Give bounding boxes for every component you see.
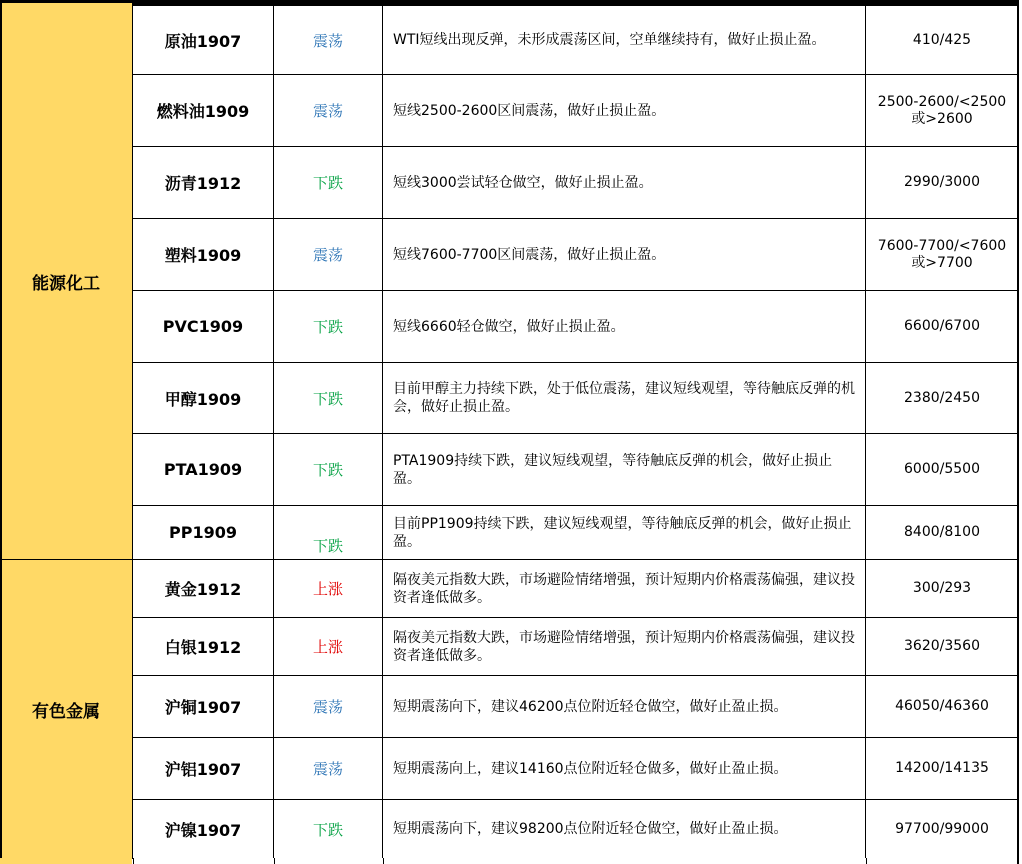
- price-cell: [866, 3, 1019, 75]
- trend-cell: [274, 363, 383, 434]
- trend-cell: [274, 800, 383, 859]
- trend-label: 下跌: [312, 461, 343, 479]
- advice-text: 目前甲醇主力持续下跌，处于低位震荡，建议短线观望，等待触底反弹的机会，做好止损止盈。: [393, 381, 855, 415]
- advice-text: WTI短线出现反弹，未形成震荡区间，空单继续持有，做好止损止盈。: [393, 32, 826, 48]
- advice-text: 短线6660轻仓做空，做好止损止盈。: [393, 318, 625, 335]
- contract-name: PP1909: [169, 523, 237, 542]
- price-levels: 6000/5500: [904, 461, 980, 477]
- contract-name-cell: [133, 560, 274, 618]
- trend-label: 震荡: [312, 246, 343, 264]
- advice-cell: [383, 3, 866, 75]
- price-cell: [866, 291, 1019, 363]
- price-levels: 2990/3000: [904, 174, 980, 190]
- contract-name: 原油1907: [164, 31, 242, 51]
- advice-text: 短线7600-7700区间震荡，做好止损止盈。: [393, 246, 666, 263]
- price-cell: [866, 800, 1019, 859]
- advice-cell: [383, 618, 866, 676]
- contract-name-cell: [133, 506, 274, 560]
- next-section-cell: [0, 858, 132, 864]
- contract-name-cell: [133, 434, 274, 506]
- contract-name-cell: [133, 800, 274, 859]
- trend-label: 震荡: [312, 760, 343, 778]
- trend-label: 震荡: [312, 698, 343, 716]
- contract-name-cell: [133, 738, 274, 800]
- price-levels: 7600-7700/<7600或>7700: [877, 237, 1007, 271]
- price-cell: [866, 363, 1019, 434]
- trend-cell: [274, 75, 383, 147]
- grid-line: [133, 858, 134, 864]
- table-border-right: [1017, 0, 1019, 864]
- price-cell: [866, 506, 1019, 560]
- advice-text: 短期震荡向上，建议14160点位附近轻仓做多，做好止盈止损。: [393, 760, 788, 777]
- price-levels: 2500-2600/<2500或>2600: [877, 93, 1007, 127]
- trend-label: 上涨: [312, 580, 343, 598]
- advice-cell: [383, 800, 866, 859]
- contract-name: 沪镍1907: [164, 820, 242, 840]
- contract-name: 沪铜1907: [164, 698, 242, 717]
- contract-name: 塑料1909: [164, 246, 242, 265]
- trend-cell: [274, 738, 383, 800]
- table-border-top: [0, 0, 1019, 3]
- price-cell: [866, 560, 1019, 618]
- price-cell: [866, 738, 1019, 800]
- trend-label: 下跌: [312, 174, 343, 192]
- price-levels: 3620/3560: [904, 638, 980, 654]
- contract-name-cell: [133, 618, 274, 676]
- trend-cell: [274, 3, 383, 75]
- advice-text: 短线2500-2600区间震荡，做好止损止盈。: [393, 102, 666, 119]
- contract-name: 沪铝1907: [164, 760, 242, 779]
- advice-text: 短期震荡向下，建议46200点位附近轻仓做空，做好止盈止损。: [393, 698, 788, 715]
- contract-name: 黄金1912: [164, 580, 242, 599]
- contract-name-cell: [133, 147, 274, 219]
- trend-label: 下跌: [312, 318, 343, 336]
- price-levels: 2380/2450: [904, 389, 980, 406]
- advice-text: PTA1909持续下跌，建议短线观望，等待触底反弹的机会，做好止损止盈。: [393, 452, 833, 487]
- trend-cell: [274, 147, 383, 219]
- price-cell: [866, 676, 1019, 738]
- advice-cell: [383, 291, 866, 363]
- trend-cell: [274, 219, 383, 291]
- advice-text: 隔夜美元指数大跌，市场避险情绪增强，预计短期内价格震荡偏强，建议投资者逢低做多。: [393, 629, 855, 664]
- grid-line: [383, 858, 384, 864]
- advice-cell: [383, 676, 866, 738]
- contract-name-cell: [133, 676, 274, 738]
- advice-cell: [383, 738, 866, 800]
- price-levels: 410/425: [912, 31, 972, 48]
- trend-cell: [274, 560, 383, 618]
- contract-name: PVC1909: [162, 317, 244, 336]
- contract-name: 沥青1912: [164, 174, 242, 193]
- advice-text: 目前PP1909持续下跌，建议短线观望，等待触底反弹的机会，做好止损止盈。: [393, 515, 852, 550]
- contract-name: 甲醇1909: [164, 389, 242, 409]
- trend-label: 上涨: [312, 638, 343, 656]
- advice-cell: [383, 363, 866, 434]
- trend-cell: [274, 676, 383, 738]
- price-levels: 8400/8100: [904, 524, 980, 540]
- price-cell: [866, 434, 1019, 506]
- price-cell: [866, 219, 1019, 291]
- price-levels: 6600/6700: [904, 318, 980, 334]
- advice-cell: [383, 434, 866, 506]
- contract-name-cell: [133, 75, 274, 147]
- advice-cell: [383, 75, 866, 147]
- grid-line: [274, 858, 275, 864]
- trend-label: 下跌: [312, 389, 343, 408]
- contract-name-cell: [133, 3, 274, 75]
- price-levels: 14200/14135: [895, 760, 989, 776]
- contract-name: 白银1912: [164, 638, 242, 657]
- trend-label: 下跌: [312, 537, 343, 555]
- table-border-left: [0, 0, 2, 864]
- trend-label: 震荡: [312, 31, 343, 50]
- price-cell: [866, 618, 1019, 676]
- section-nonferrous-metals: [0, 560, 133, 859]
- grid-line: [866, 858, 867, 864]
- price-cell: [866, 147, 1019, 219]
- trend-cell: [274, 506, 383, 560]
- next-row-cell: [133, 858, 1017, 864]
- advice-cell: [383, 147, 866, 219]
- contract-name: PTA1909: [163, 460, 243, 479]
- price-levels: 46050/46360: [895, 698, 989, 714]
- section-label: 能源化工: [32, 273, 100, 294]
- advice-text: 隔夜美元指数大跌，市场避险情绪增强，预计短期内价格震荡偏强，建议投资者逢低做多。: [393, 571, 855, 606]
- contract-name-cell: [133, 291, 274, 363]
- trend-label: 下跌: [312, 820, 343, 839]
- section-label: 有色金属: [32, 701, 100, 722]
- price-levels: 300/293: [912, 580, 972, 596]
- advice-text: 短线3000尝试轻仓做空，做好止损止盈。: [393, 174, 653, 191]
- trend-cell: [274, 291, 383, 363]
- advice-text: 短期震荡向下，建议98200点位附近轻仓做空，做好止盈止损。: [393, 821, 788, 837]
- advice-cell: [383, 506, 866, 560]
- price-cell: [866, 75, 1019, 147]
- trend-cell: [274, 434, 383, 506]
- contract-name: 燃料油1909: [156, 102, 250, 121]
- contract-name-cell: [133, 219, 274, 291]
- section-energy-chemicals: [0, 0, 133, 560]
- advice-cell: [383, 560, 866, 618]
- advice-cell: [383, 219, 866, 291]
- trend-cell: [274, 618, 383, 676]
- trend-label: 震荡: [312, 102, 343, 120]
- price-levels: 97700/99000: [895, 820, 989, 837]
- contract-name-cell: [133, 363, 274, 434]
